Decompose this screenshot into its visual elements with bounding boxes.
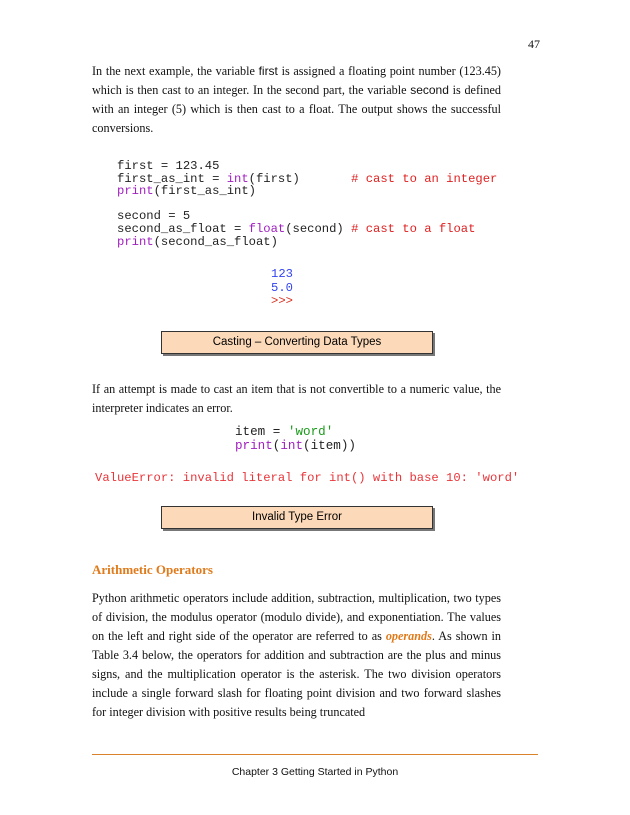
builtin-print: print	[117, 234, 154, 249]
code-comment: # cast to a float	[351, 221, 476, 236]
output-line: 123	[271, 267, 293, 281]
python-prompt: >>>	[271, 294, 293, 308]
intro-text-2: is assigned a floating point number (123.45) which is then cast to an integer. In the second part, the variable	[92, 64, 501, 97]
output-line: 5.0	[271, 280, 293, 295]
builtin-int: int	[280, 438, 304, 453]
section-heading: Arithmetic Operators	[92, 562, 213, 577]
intro-text-1: In the next example, the variable	[92, 64, 259, 78]
code-line: print(second_as_float)	[117, 234, 278, 249]
figure-caption-error: Invalid Type Error	[161, 506, 433, 529]
output-block	[271, 268, 293, 309]
code-block-casting	[117, 160, 497, 248]
builtin-int: int	[226, 171, 249, 186]
footer-divider	[92, 754, 538, 755]
builtin-float: float	[248, 221, 286, 236]
code-line: first_as_int = int(first) # cast to an integer	[117, 171, 498, 186]
code-line: second_as_float = float(second) # cast to a float	[117, 221, 476, 236]
builtin-print: print	[235, 438, 273, 453]
error-intro-paragraph: If an attempt is made to cast an item that is not convertible to a numeric value, the interpreter indicates an error.	[92, 382, 501, 415]
intro-paragraph	[92, 62, 501, 138]
operands-term: operands	[385, 629, 432, 643]
arithmetic-paragraph: Python arithmetic operators include addition, subtraction, multiplication, two types of division, the modulus operator (modulo divide), and exponentiation. The values on the left and right side of the operator are referred to as operands. As shown in Table 3.4 below, the operators for addition and subtraction are the plus and minus signs, and the multiplication operator is the asterisk. The two division operators include a single forward slash for floating point division and two forward slashes for integer division with positive results being truncated	[92, 591, 501, 719]
page-number: 47	[528, 37, 540, 51]
page-footer: Chapter 3 Getting Started in Python	[231, 766, 399, 778]
variable-second: second	[410, 83, 449, 97]
code-line: first = 123.45	[117, 159, 220, 173]
builtin-print: print	[117, 184, 154, 199]
figure-caption-casting: Casting – Converting Data Types	[161, 331, 433, 354]
code-comment: # cast to an integer	[351, 171, 498, 186]
code-string: 'word'	[287, 425, 334, 439]
code-line: print(int(item))	[235, 438, 356, 453]
variable-first: first	[258, 64, 278, 78]
code-block-error	[235, 426, 356, 453]
code-line: item = 'word'	[235, 425, 334, 439]
intro-text-3: is defined with an integer (5) which is then cast to a float. The output shows the successful conversions.	[92, 83, 501, 135]
code-line: print(first_as_int)	[117, 184, 256, 199]
code-line: second = 5	[117, 209, 191, 224]
error-message: ValueError: invalid literal for int() with base 10: 'word'	[95, 471, 520, 485]
